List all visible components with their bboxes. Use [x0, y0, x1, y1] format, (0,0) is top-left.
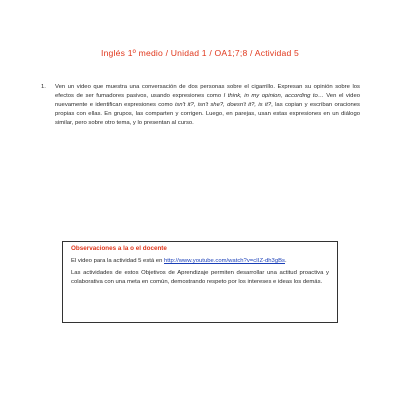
activity-number: 1. [41, 84, 46, 90]
page-title: Inglés 1º medio / Unidad 1 / OA1;7;8 / Actividad 5 [100, 48, 299, 58]
activity-text-part3: , las copian y escriban oraciones propias con ellas. En grupos, las comparten y corrigen. Luego, en parejas, usan estas expresiones en un diálogo similar, pero sobre otro tema, y lo presentan al curso. [55, 101, 360, 126]
observations-video-end: . [284, 258, 287, 264]
observations-paragraph-objectives: Las actividades de estos Objetivos de Aprendizaje permiten desarrollar una actitud proactiva y colaborativa con una meta en común, demostrando respeto por los intereses e ideas los demás. [71, 270, 329, 285]
video-link[interactable]: http://www.youtube.com/watch?v=cIIZ-dh3gBs [164, 258, 285, 264]
activity-text [55, 83, 360, 128]
teacher-observations-box [62, 241, 338, 323]
observations-video-text: El video para la actividad 5 está en [71, 258, 164, 264]
activity-text-part1: Ven un video que muestra una conversación de dos personas sobre el cigarrillo. Expresan su opinión sobre los efectos de ser fumadores pasivos, usando expresiones como [55, 84, 360, 99]
activity-expressions-opinion: I think, in my opinion, according to [223, 92, 318, 99]
observations-heading: Observaciones a la o el docente [71, 245, 167, 252]
activity-text-part2: … Ven el video nuevamente e identifican expresiones como [55, 92, 361, 108]
activity-expressions-tags: isn't it?, isn't she?, doesn't it?, is it? [174, 101, 272, 108]
observations-paragraph-video [71, 257, 329, 265]
activity-item [41, 83, 361, 128]
